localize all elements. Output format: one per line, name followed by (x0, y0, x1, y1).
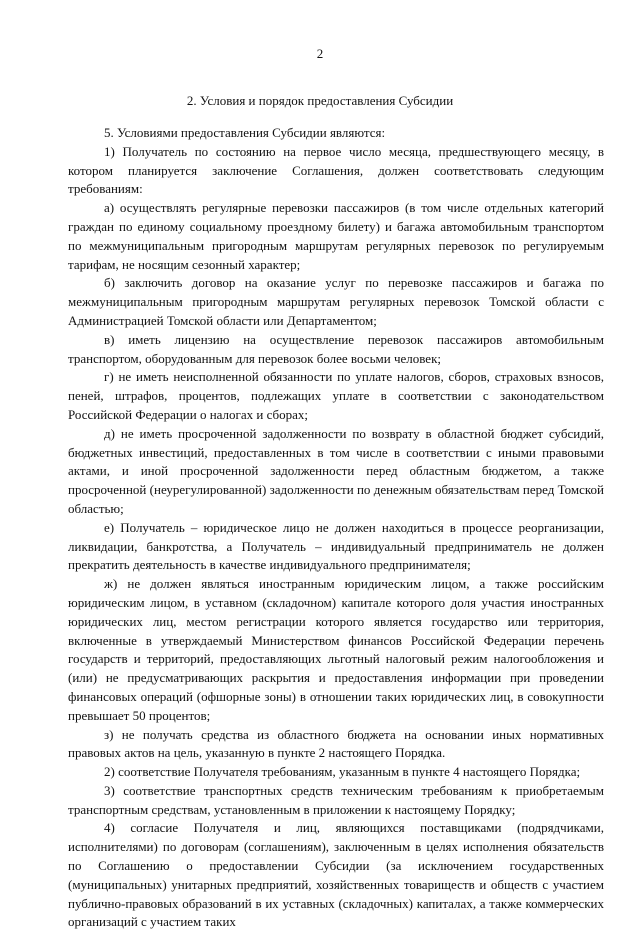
paragraph-intro: 5. Условиями предоставления Субсидии являются: (104, 125, 386, 140)
paragraph-requirement-a: а) осуществлять регулярные перевозки пассажиров (в том числе отдельных категорий граждан по единому социальному проездному билету) и багажа автомобильным транспортом по межмуниципальным пригородным маршрутам регулярных перевозок по регулируемым тарифам, не носящим сезонный характер; (68, 200, 604, 272)
paragraph-requirement-e: е) Получатель – юридическое лицо не должен находиться в процессе реорганизации, ликвидации, банкротства, а Получатель – индивидуальный предприниматель не должен прекратить деятельность в качестве индивидуального предпринимателя; (68, 519, 604, 573)
section-title: 2. Условия и порядок предоставления Субсидии (186, 93, 454, 108)
paragraph-requirement-g: г) не иметь неисполненной обязанности по уплате налогов, сборов, страховых взносов, пеней, штрафов, процентов, подлежащих уплате в соответствии с законодательством Российской Федерации о налогах и сборах; (68, 369, 604, 422)
paragraph-requirement-zh: ж) не должен являться иностранным юридическим лицом, а также российским юридическим лицом, в уставном (складочном) капитале которого доля участия иностранных юридических лиц, местом регистрации которого является государство или территория, включенные в утверждаемый Министерством финансов Российской Федерации перечень государств и территорий, предоставляющих льготный налоговый режим налогообложения и (или) не предусматривающих раскрытия и предоставления информации при проведении финансовых операций (офшорные зоны) в отношении таких юридических лиц, в совокупности превышает 50 процентов; (68, 576, 604, 723)
page-number: 2 (316, 46, 324, 61)
paragraph-condition-3: 3) соответствие транспортных средств техническим требованиям к приобретаемым транспортным средствам, установленным в приложении к настоящему Порядку; (68, 782, 604, 817)
paragraph-requirement-z: з) не получать средства из областного бюджета на основании иных нормативных правовых актов на цель, указанную в пункте 2 настоящего Порядка. (68, 726, 604, 761)
paragraph-requirement-d: д) не иметь просроченной задолженности по возврату в областной бюджет субсидий, бюджетных инвестиций, предоставленных в том числе в соответствии с иными правовыми актами, и иной просроченной задолженности перед областным бюджетом, а также просроченной (неурегулированной) задолженности по денежным обязательствам перед Томской областью; (68, 425, 604, 516)
document-body (68, 124, 604, 932)
paragraph-condition-2: 2) соответствие Получателя требованиям, указанным в пункте 4 настоящего Порядка; (104, 764, 581, 780)
paragraph-requirement-v: в) иметь лицензию на осуществление перевозок пассажиров автомобильным транспортом, оборудованным для перевозок более восьми человек; (68, 331, 604, 366)
paragraph-condition-1: 1) Получатель по состоянию на первое число месяца, предшествующего месяцу, в котором планируется заключение Соглашения, должен соответствовать следующим требованиям: (68, 143, 604, 197)
paragraph-condition-4: 4) согласие Получателя и лиц, являющихся поставщиками (подрядчиками, исполнителями) по договорам (соглашениям), заключенным в целях исполнения обязательств по Соглашению о предоставлении Субсидии (за исключением государственных (муниципальных) унитарных предприятий, хозяйственных товариществ и обществ с участием публично-правовых образований в их уставных (складочных) капиталах, а также коммерческих организаций с участием таких (68, 820, 604, 930)
paragraph-requirement-b: б) заключить договор на оказание услуг по перевозке пассажиров и багажа по межмуниципальным пригородным маршрутам регулярных перевозок Томской области с Администрацией Томской области или Департаментом; (68, 275, 604, 328)
